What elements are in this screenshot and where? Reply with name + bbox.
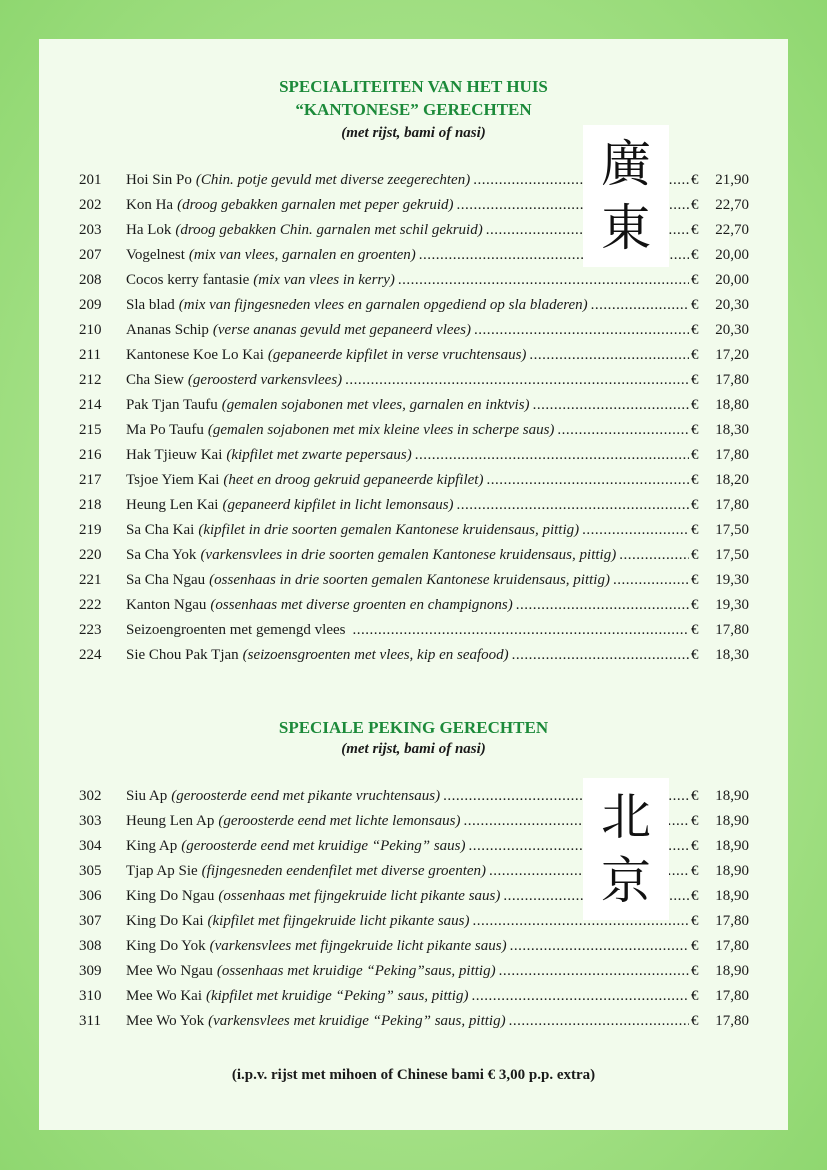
menu-item-row	[79, 397, 749, 422]
menu-item-name: Mee Wo Ngau	[126, 963, 213, 979]
menu-item-row	[79, 272, 749, 297]
menu-item-name: Heung Len Kai	[126, 497, 219, 513]
menu-item-description: (geroosterd varkensvlees)	[187, 372, 343, 388]
section2-subtitle: (met rijst, bami of nasi)	[341, 741, 486, 757]
section1-title-line1: SPECIALITEITEN VAN HET HUIS	[279, 77, 548, 96]
menu-item-name: Ananas Schip	[126, 322, 209, 338]
menu-item-number: 210	[79, 322, 102, 338]
menu-item-number: 302	[79, 788, 102, 804]
currency-symbol: €	[691, 247, 699, 263]
menu-item-number: 215	[79, 422, 102, 438]
menu-item-number: 309	[79, 963, 102, 979]
menu-item-price: 17,80	[715, 372, 749, 388]
menu-item-price: 17,50	[715, 522, 749, 538]
menu-item-name: Heung Len Ap	[126, 813, 215, 829]
menu-item-row	[79, 372, 749, 397]
menu-item-description: (mix van vlees, garnalen en groenten)	[188, 247, 416, 263]
menu-item-row	[79, 522, 749, 547]
menu-item-name: Kantonese Koe Lo Kai	[126, 347, 264, 363]
menu-item-name: Sa Cha Yok	[126, 547, 197, 563]
section2-title: SPECIALE PEKING GERECHTEN	[278, 718, 549, 737]
section1-subtitle: (met rijst, bami of nasi)	[341, 125, 486, 141]
menu-item-description: (geroosterde eend met kruidige “Peking” saus)	[181, 838, 466, 854]
menu-item-description: (gemalen sojabonen met vlees, garnalen en inktvis)	[221, 397, 530, 413]
menu-item-number: 208	[79, 272, 102, 288]
menu-item-number: 221	[79, 572, 102, 588]
currency-symbol: €	[691, 222, 699, 238]
dot-leader	[345, 372, 689, 389]
menu-item-description: (varkensvlees in drie soorten gemalen Kantonese kruidensaus, pittig)	[200, 547, 617, 563]
menu-item-price: 18,90	[715, 963, 749, 979]
menu-item-description: (ossenhaas met diverse groenten en champignons)	[210, 597, 513, 613]
menu-item-number: 310	[79, 988, 102, 1004]
dot-leader	[509, 1013, 689, 1030]
menu-item-description: (mix van fijngesneden vlees en garnalen opgediend op sla bladeren)	[178, 297, 588, 313]
menu-item-number: 306	[79, 888, 102, 904]
menu-item-number: 202	[79, 197, 102, 213]
menu-item-price: 18,90	[715, 813, 749, 829]
menu-item-description: (gepaneerd kipfilet in licht lemonsaus)	[222, 497, 454, 513]
currency-symbol: €	[691, 297, 699, 313]
menu-item-description: (varkensvlees met kruidige “Peking” saus, pittig)	[208, 1013, 506, 1029]
menu-item-row	[79, 963, 749, 988]
menu-item-number: 220	[79, 547, 102, 563]
menu-item-description: (gepaneerde kipfilet in verse vruchtensaus)	[267, 347, 527, 363]
menu-item-number: 219	[79, 522, 102, 538]
menu-item-price: 17,80	[715, 497, 749, 513]
menu-item-price: 20,00	[715, 272, 749, 288]
menu-item-description: (kipfilet met fijngekruide licht pikante saus)	[207, 913, 470, 929]
menu-item-number: 307	[79, 913, 102, 929]
dot-leader	[582, 522, 689, 539]
menu-item-price: 17,50	[715, 547, 749, 563]
menu-item-row	[79, 472, 749, 497]
dot-leader	[398, 272, 689, 289]
kanton-characters-box	[583, 125, 669, 267]
menu-item-number: 308	[79, 938, 102, 954]
menu-item-number: 207	[79, 247, 102, 263]
menu-item-price: 20,00	[715, 247, 749, 263]
currency-symbol: €	[691, 472, 699, 488]
menu-item-row	[79, 622, 749, 647]
menu-item-description: (ossenhaas in drie soorten gemalen Kantonese kruidensaus, pittig)	[209, 572, 610, 588]
menu-item-row	[79, 938, 749, 963]
menu-item-number: 305	[79, 863, 102, 879]
currency-symbol: €	[691, 938, 699, 954]
menu-item-description: (ossenhaas met kruidige “Peking”saus, pittig)	[216, 963, 496, 979]
menu-item-number: 223	[79, 622, 102, 638]
currency-symbol: €	[691, 863, 699, 879]
menu-item-price: 17,80	[715, 988, 749, 1004]
menu-item-row	[79, 597, 749, 622]
menu-item-price: 18,30	[715, 422, 749, 438]
menu-item-name: Hoi Sin Po	[126, 172, 192, 188]
dot-leader	[613, 572, 689, 589]
menu-item-name: King Ap	[126, 838, 178, 854]
currency-symbol: €	[691, 322, 699, 338]
chinese-character-bei: 北	[601, 788, 651, 846]
menu-item-price: 18,30	[715, 647, 749, 663]
menu-item-price: 20,30	[715, 297, 749, 313]
menu-item-description: (heet en droog gekruid gepaneerde kipfilet)	[223, 472, 484, 488]
menu-item-number: 311	[79, 1013, 101, 1029]
currency-symbol: €	[691, 788, 699, 804]
menu-item-description: (kipfilet in drie soorten gemalen Kantonese kruidensaus, pittig)	[198, 522, 580, 538]
menu-item-name: Ha Lok	[126, 222, 172, 238]
menu-item-row	[79, 422, 749, 447]
menu-item-description: (varkensvlees met fijngekruide licht pikante saus)	[209, 938, 507, 954]
currency-symbol: €	[691, 813, 699, 829]
menu-item-number: 211	[79, 347, 101, 363]
peking-characters-box	[583, 778, 669, 920]
menu-item-description: (verse ananas gevuld met gepaneerd vlees)	[212, 322, 472, 338]
currency-symbol: €	[691, 447, 699, 463]
dot-leader	[529, 347, 689, 364]
currency-symbol: €	[691, 397, 699, 413]
currency-symbol: €	[691, 422, 699, 438]
menu-item-number: 201	[79, 172, 102, 188]
currency-symbol: €	[691, 197, 699, 213]
menu-item-number: 216	[79, 447, 102, 463]
menu-item-name: Sie Chou Pak Tjan	[126, 647, 239, 663]
chinese-character-guang: 廣	[601, 135, 651, 193]
menu-item-name: Sa Cha Ngau	[126, 572, 206, 588]
menu-item-row	[79, 447, 749, 472]
currency-symbol: €	[691, 522, 699, 538]
menu-item-row	[79, 322, 749, 347]
menu-item-price: 18,90	[715, 863, 749, 879]
currency-symbol: €	[691, 622, 699, 638]
menu-item-price: 19,30	[715, 597, 749, 613]
menu-item-name: Kon Ha	[126, 197, 174, 213]
currency-symbol: €	[691, 988, 699, 1004]
currency-symbol: €	[691, 497, 699, 513]
menu-item-name: King Do Yok	[126, 938, 206, 954]
menu-item-number: 222	[79, 597, 102, 613]
menu-item-description: (seizoensgroenten met vlees, kip en seafood)	[242, 647, 509, 663]
menu-item-row	[79, 1013, 749, 1038]
menu-item-name: Siu Ap	[126, 788, 168, 804]
menu-item-description: (kipfilet met kruidige “Peking” saus, pittig)	[206, 988, 469, 1004]
menu-item-description: (gemalen sojabonen met mix kleine vlees in scherpe saus)	[207, 422, 555, 438]
currency-symbol: €	[691, 647, 699, 663]
dot-leader	[510, 938, 689, 955]
currency-symbol: €	[691, 597, 699, 613]
section1-title-line2: “KANTONESE” GERECHTEN	[295, 100, 532, 119]
currency-symbol: €	[691, 963, 699, 979]
menu-item-number: 214	[79, 397, 102, 413]
dot-leader	[512, 647, 689, 664]
menu-item-number: 217	[79, 472, 102, 488]
footnote: (i.p.v. rijst met mihoen of Chinese bami € 3,00 p.p. extra)	[231, 1067, 596, 1083]
menu-item-number: 224	[79, 647, 102, 663]
menu-item-name: Hak Tjieuw Kai	[126, 447, 223, 463]
menu-item-description: (droog gebakken garnalen met peper gekruid)	[177, 197, 454, 213]
currency-symbol: €	[691, 172, 699, 188]
menu-item-price: 20,30	[715, 322, 749, 338]
menu-item-name: Pak Tjan Taufu	[126, 397, 218, 413]
dot-leader	[557, 422, 689, 439]
dot-leader	[457, 497, 689, 514]
menu-item-name: Mee Wo Kai	[126, 988, 202, 1004]
menu-item-description: (droog gebakken Chin. garnalen met schil gekruid)	[175, 222, 483, 238]
menu-item-price: 17,20	[715, 347, 749, 363]
menu-item-row	[79, 988, 749, 1013]
menu-item-row	[79, 572, 749, 597]
chinese-character-jing: 京	[601, 852, 651, 910]
dot-leader	[591, 297, 689, 314]
menu-item-price: 22,70	[715, 222, 749, 238]
menu-item-description: (ossenhaas met fijngekruide licht pikante saus)	[218, 888, 501, 904]
chinese-character-dong: 東	[601, 199, 651, 257]
menu-item-name: Vogelnest	[126, 247, 185, 263]
menu-item-price: 18,90	[715, 888, 749, 904]
dot-leader	[471, 988, 689, 1005]
menu-item-name: Sa Cha Kai	[126, 522, 195, 538]
dot-leader	[486, 472, 689, 489]
menu-item-row	[79, 497, 749, 522]
menu-item-name: Seizoengroenten met gemengd vlees	[126, 622, 346, 638]
menu-item-price: 17,80	[715, 622, 749, 638]
menu-item-description: (geroosterde eend met lichte lemonsaus)	[218, 813, 461, 829]
menu-item-name: Cha Siew	[126, 372, 184, 388]
menu-item-name: Tsjoe Yiem Kai	[126, 472, 220, 488]
currency-symbol: €	[691, 272, 699, 288]
menu-item-number: 212	[79, 372, 102, 388]
dot-leader	[516, 597, 689, 614]
menu-item-price: 21,90	[715, 172, 749, 188]
menu-item-row	[79, 347, 749, 372]
menu-item-price: 22,70	[715, 197, 749, 213]
menu-item-description: (mix van vlees in kerry)	[253, 272, 395, 288]
menu-item-price: 18,90	[715, 838, 749, 854]
menu-item-description: (fijngesneden eendenfilet met diverse groenten)	[201, 863, 487, 879]
currency-symbol: €	[691, 372, 699, 388]
dot-leader	[353, 622, 689, 639]
menu-item-name: Kanton Ngau	[126, 597, 207, 613]
menu-item-name: King Do Ngau	[126, 888, 215, 904]
menu-item-number: 209	[79, 297, 102, 313]
menu-item-price: 18,20	[715, 472, 749, 488]
currency-symbol: €	[691, 888, 699, 904]
menu-item-description: (kipfilet met zwarte pepersaus)	[226, 447, 412, 463]
dot-leader	[619, 547, 689, 564]
menu-item-price: 18,90	[715, 788, 749, 804]
menu-item-name: Cocos kerry fantasie	[126, 272, 250, 288]
dot-leader	[533, 397, 689, 414]
menu-item-price: 17,80	[715, 913, 749, 929]
menu-item-row	[79, 297, 749, 322]
menu-item-name: King Do Kai	[126, 913, 204, 929]
currency-symbol: €	[691, 913, 699, 929]
dot-leader	[499, 963, 689, 980]
menu-item-description: (geroosterde eend met pikante vruchtensaus)	[171, 788, 441, 804]
menu-item-name: Ma Po Taufu	[126, 422, 204, 438]
menu-item-name: Mee Wo Yok	[126, 1013, 205, 1029]
currency-symbol: €	[691, 572, 699, 588]
menu-item-price: 18,80	[715, 397, 749, 413]
dot-leader	[415, 447, 689, 464]
menu-item-name: Tjap Ap Sie	[126, 863, 198, 879]
menu-item-name: Sla blad	[126, 297, 175, 313]
menu-item-price: 17,80	[715, 938, 749, 954]
menu-item-number: 203	[79, 222, 102, 238]
currency-symbol: €	[691, 838, 699, 854]
menu-item-price: 17,80	[715, 447, 749, 463]
dot-leader	[474, 322, 689, 339]
menu-item-number: 304	[79, 838, 102, 854]
currency-symbol: €	[691, 347, 699, 363]
currency-symbol: €	[691, 547, 699, 563]
menu-item-number: 303	[79, 813, 102, 829]
menu-item-description: (Chin. potje gevuld met diverse zeegerechten)	[195, 172, 471, 188]
menu-item-number: 218	[79, 497, 102, 513]
menu-item-row	[79, 647, 749, 672]
menu-item-price: 17,80	[715, 1013, 749, 1029]
menu-item-price: 19,30	[715, 572, 749, 588]
menu-item-row	[79, 547, 749, 572]
currency-symbol: €	[691, 1013, 699, 1029]
